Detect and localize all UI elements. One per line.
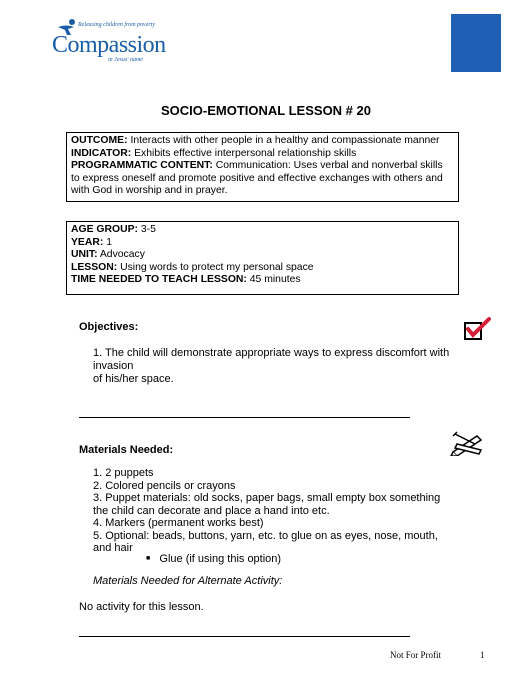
outcome-label: OUTCOME: xyxy=(71,135,128,146)
indicator-text: Exhibits effective interpersonal relationship skills xyxy=(131,147,357,159)
objectives-heading: Objectives: xyxy=(79,321,139,333)
materials-heading: Materials Needed: xyxy=(79,444,174,456)
no-activity-text: No activity for this lesson. xyxy=(79,601,204,613)
compassion-logo xyxy=(52,22,164,68)
lesson-value: Using words to protect my personal space xyxy=(117,261,314,273)
materials-item: 1. 2 puppets xyxy=(93,467,154,479)
logo-wordmark: Compassion xyxy=(52,32,166,58)
objective-line-2: of his/her space. xyxy=(93,373,174,385)
materials-item: 4. Markers (permanent works best) xyxy=(93,517,264,529)
programmatic-content-line1: Communication: Uses verbal and nonverbal skills xyxy=(212,160,443,172)
outcome-text: Interacts with other people in a healthy and compassionate manner xyxy=(127,135,440,146)
section-divider xyxy=(79,417,410,418)
page-title: SOCIO-EMOTIONAL LESSON # 20 xyxy=(161,103,371,118)
glue-bullet-item xyxy=(146,553,281,565)
materials-item: the child can decorate and place a hand into etc. xyxy=(93,504,330,517)
year-value: 1 xyxy=(103,236,113,248)
programmatic-content-label: PROGRAMMATIC CONTENT: xyxy=(71,160,213,172)
lesson-info-box xyxy=(66,221,459,295)
indicator-label: INDICATOR: xyxy=(71,147,132,159)
time-needed-label: TIME NEEDED TO TEACH LESSON: xyxy=(71,274,247,286)
lesson-label: LESSON: xyxy=(71,261,118,273)
materials-list xyxy=(93,467,453,555)
materials-item: and hair xyxy=(93,542,133,554)
glue-text: Glue (if using this option) xyxy=(159,553,282,565)
section-divider-bottom xyxy=(79,636,410,637)
unit-value: Advocacy xyxy=(97,249,145,261)
alternate-activity-heading: Materials Needed for Alternate Activity: xyxy=(93,575,283,587)
materials-item: 5. Optional: beads, buttons, yarn, etc. to glue on as eyes, nose, mouth, xyxy=(93,529,438,542)
materials-item: 3. Puppet materials: old socks, paper bags, small empty box something xyxy=(93,492,441,504)
programmatic-content-line2: to express oneself and promote positive and effective exchanges with others and xyxy=(71,172,443,184)
checkbox-check-icon xyxy=(463,317,491,341)
programmatic-content-line3: with God in worship and in prayer. xyxy=(71,185,228,197)
materials-item: 2. Colored pencils or crayons xyxy=(93,479,236,492)
age-group-label: AGE GROUP: xyxy=(71,224,138,235)
logo-tagline: Releasing children from poverty xyxy=(78,22,156,28)
year-label: YEAR: xyxy=(71,236,104,248)
square-bullet-icon: ■ xyxy=(146,555,151,562)
pencils-icon xyxy=(449,430,485,456)
page-number: 1 xyxy=(480,650,485,660)
footer-text: Not For Profit xyxy=(390,650,442,660)
logo-subline: in Jesus' name xyxy=(108,57,143,63)
objective-line-1: 1. The child will demonstrate appropriate ways to express discomfort with invasion xyxy=(93,347,450,372)
unit-label: UNIT: xyxy=(71,249,98,261)
time-needed-value: 45 minutes xyxy=(246,274,301,286)
blue-corner-block xyxy=(451,14,501,72)
outcome-box xyxy=(66,132,459,202)
objectives-text xyxy=(93,347,488,386)
age-group-value: 3-5 xyxy=(137,224,156,235)
